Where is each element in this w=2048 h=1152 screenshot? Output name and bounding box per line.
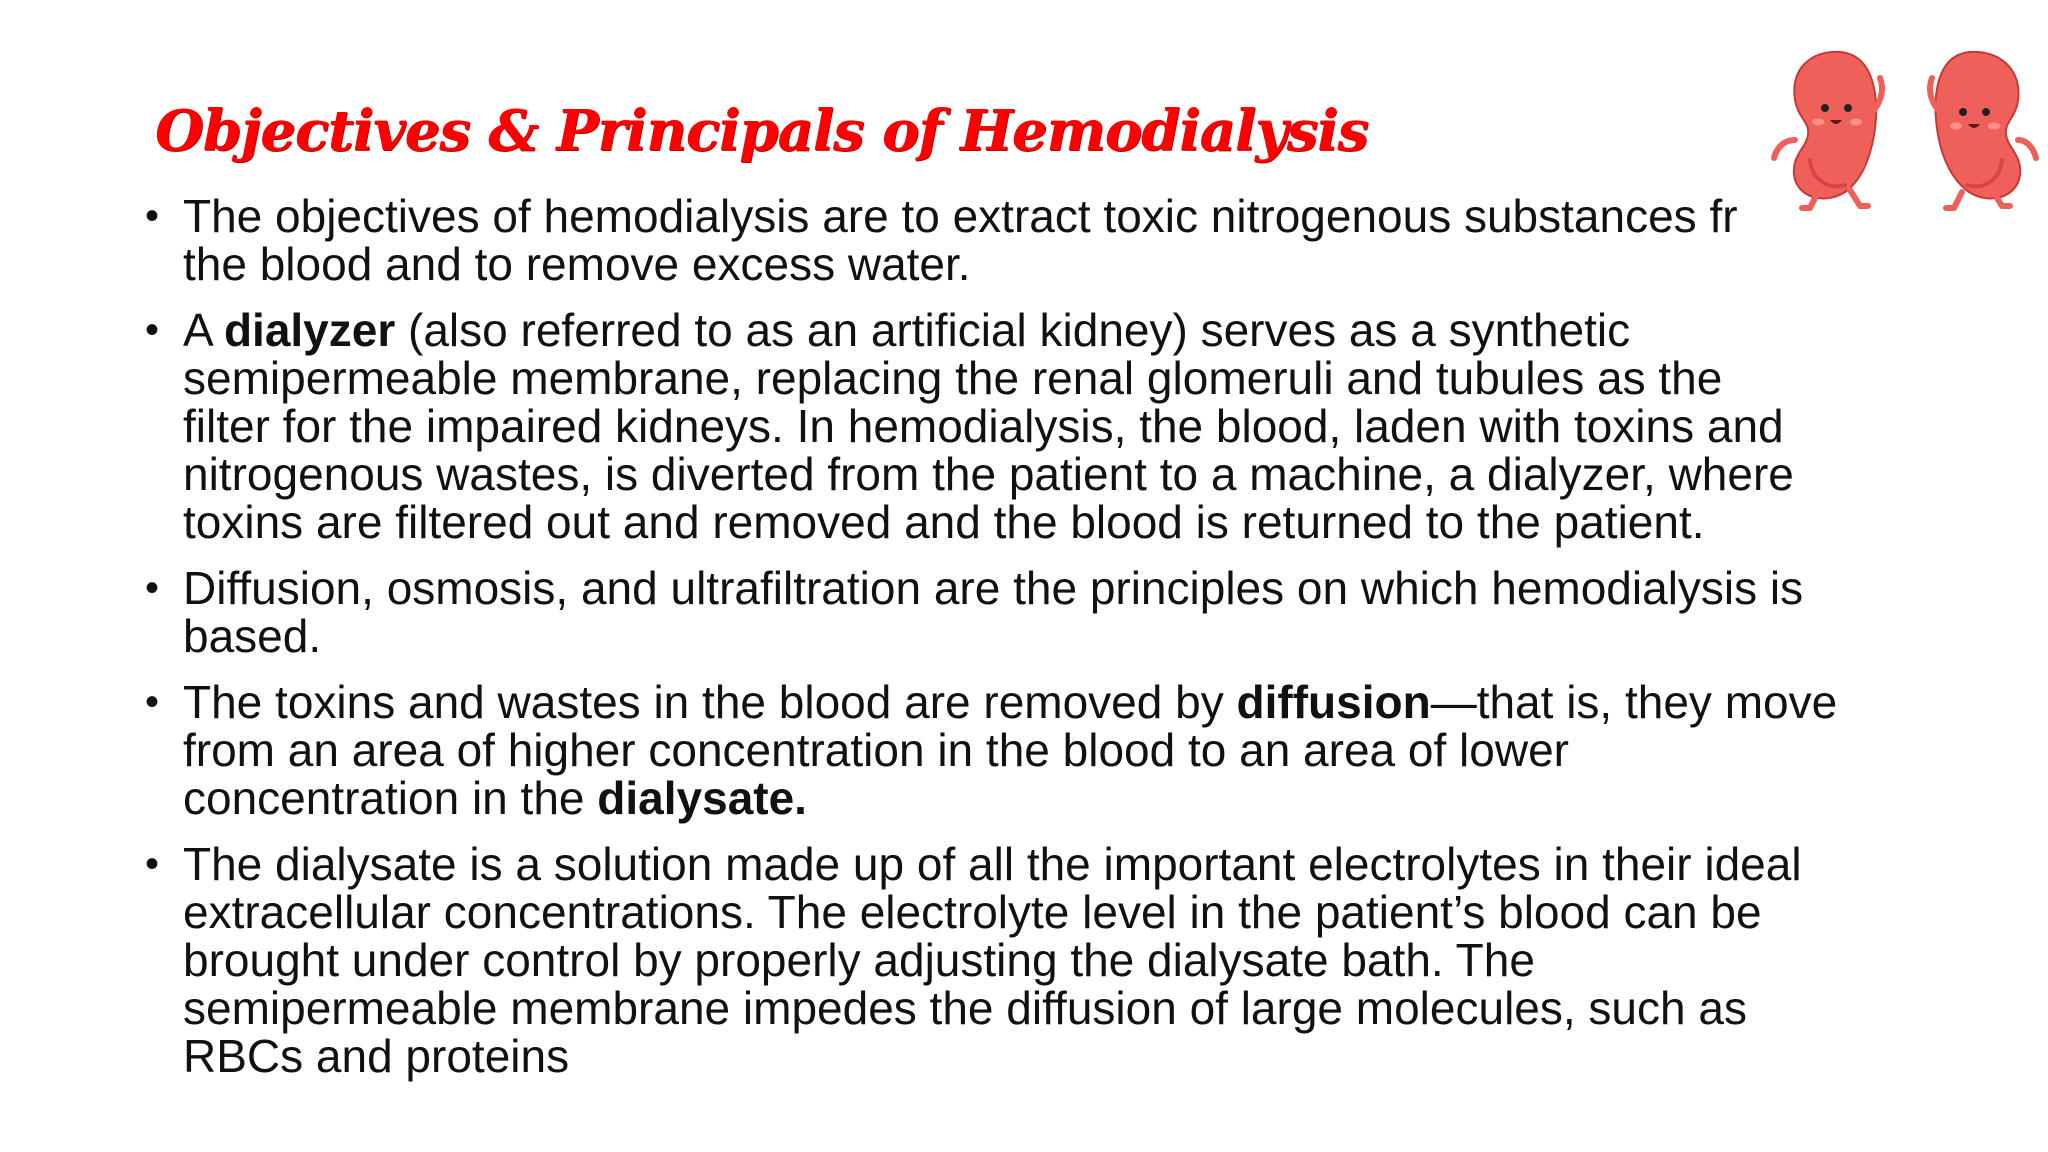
bullet-line: brought under control by properly adjusting the dialysate bath. The — [183, 934, 1535, 986]
term-diffusion: diffusion — [1236, 676, 1431, 728]
bullet-line: the blood and to remove excess water. — [183, 238, 971, 290]
bullet-line: semipermeable membrane, replacing the renal glomeruli and tubules as the — [183, 352, 1723, 404]
bullet-line: The dialysate is a solution made up of all the important electrolytes in their ideal — [183, 838, 1802, 890]
term-dialyzer: dialyzer — [223, 304, 396, 356]
kidney-right-icon — [1930, 52, 2036, 208]
kidneys-illustration — [1770, 40, 2040, 215]
bullet-line: from an area of higher concentration in the blood to an area of lower — [183, 724, 1569, 776]
kidney-left-icon — [1774, 52, 1882, 208]
bullet-item — [145, 678, 1895, 822]
slide-title: Objectives & Principals of Hemodialysis — [155, 98, 1368, 164]
bullet-line: A dialyzer (also referred to as an artificial kidney) serves as a synthetic — [183, 304, 1631, 356]
bullet-line: semipermeable membrane impedes the diffusion of large molecules, such as — [183, 982, 1747, 1034]
bullet-line: concentration in the dialysate. — [183, 772, 807, 824]
bullet-item — [145, 840, 1895, 1080]
bullet-item — [145, 564, 1895, 660]
bullet-line: toxins are filtered out and removed and the blood is returned to the patient. — [183, 496, 1705, 548]
bullet-dot: • — [145, 680, 160, 724]
bullet-dot: • — [145, 308, 160, 352]
bullet-item — [145, 192, 1895, 288]
term-dialysate: dialysate. — [597, 772, 807, 824]
bullet-line: nitrogenous wastes, is diverted from the patient to a machine, a dialyzer, where — [183, 448, 1794, 500]
bullet-dot: • — [145, 194, 160, 238]
bullet-dot: • — [145, 566, 160, 610]
bullet-item — [145, 306, 1895, 546]
bullet-line: extracellular concentrations. The electrolyte level in the patient’s blood can be — [183, 886, 1762, 938]
bullet-line: The objectives of hemodialysis are to extract toxic nitrogenous substances fr — [183, 190, 1738, 242]
bullet-line: The toxins and wastes in the blood are removed by diffusion—that is, they move — [183, 676, 1838, 728]
bullet-line: filter for the impaired kidneys. In hemodialysis, the blood, laden with toxins and — [183, 400, 1784, 452]
bullet-line: RBCs and proteins — [183, 1030, 570, 1082]
bullet-list — [145, 192, 1895, 1098]
bullet-line: Diffusion, osmosis, and ultrafiltration are the principles on which hemodialysis is — [183, 562, 1804, 614]
bullet-dot: • — [145, 842, 160, 886]
bullet-line: based. — [183, 610, 322, 662]
